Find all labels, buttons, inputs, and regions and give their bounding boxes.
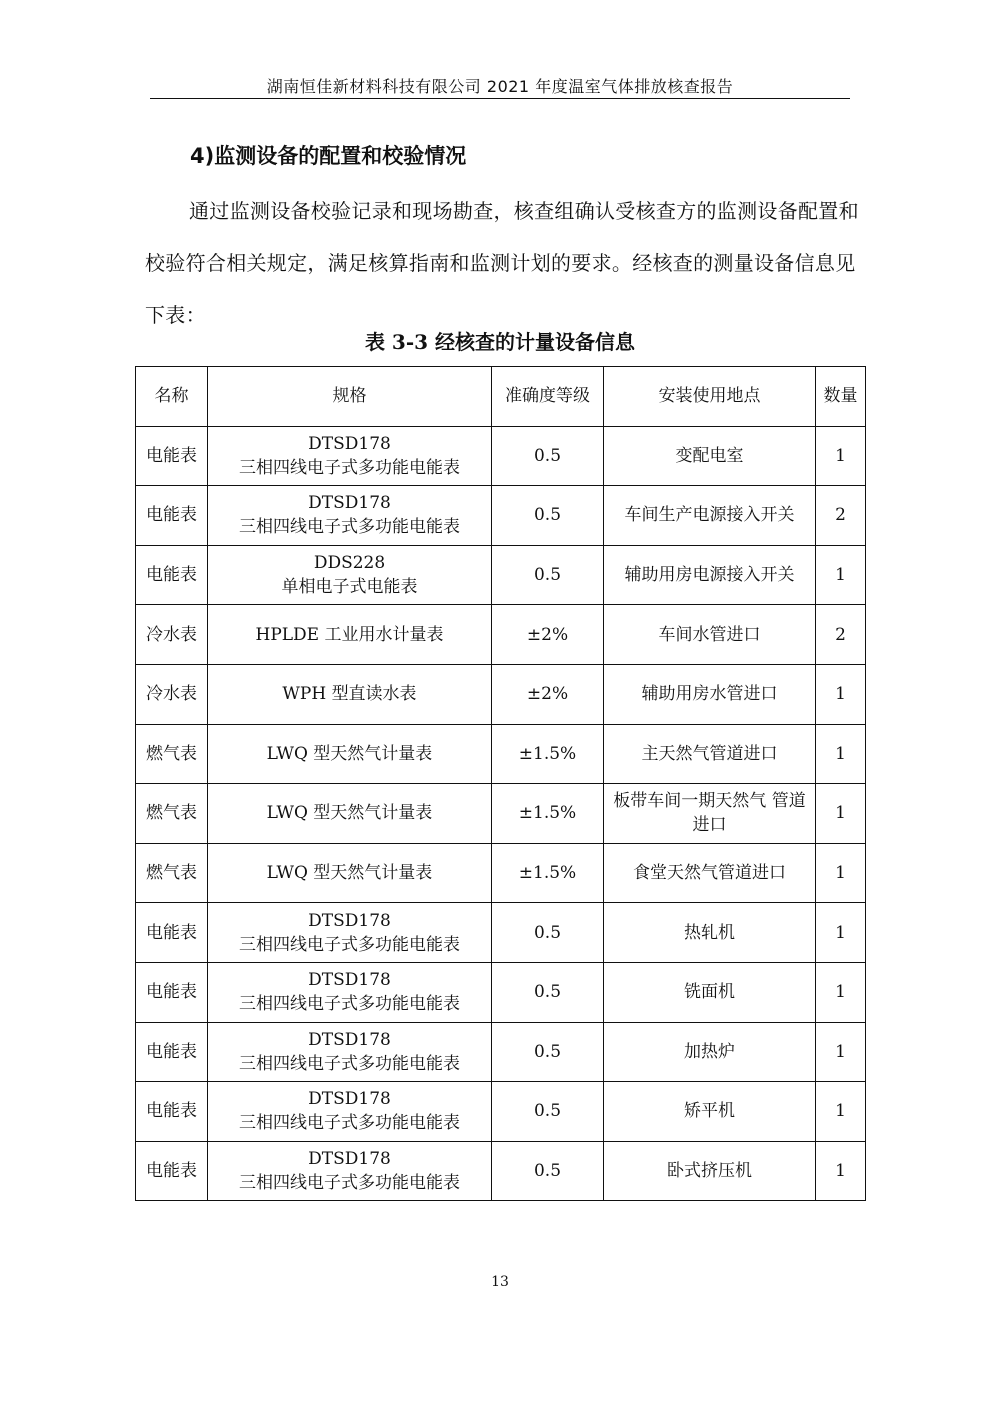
cell-location: 主天然气管道进口 [604,724,816,784]
spec-model: DDS228 [313,553,386,574]
cell-accuracy: 0.5 [492,426,604,486]
cell-location: 板带车间一期天然气 管道进口 [604,784,816,844]
cell-quantity: 1 [816,962,866,1022]
cell-location: 热轧机 [604,903,816,963]
table-row [136,724,866,784]
cell-location: 车间水管进口 [604,605,816,665]
cell-spec [208,903,492,963]
cell-quantity: 1 [816,545,866,605]
table-row [136,426,866,486]
cell-spec [208,486,492,546]
cell-location: 变配电室 [604,426,816,486]
spec-model: DTSD178 [308,433,391,454]
cell-name: 电能表 [136,486,208,546]
cell-spec [208,1022,492,1082]
body-paragraph: 通过监测设备校验记录和现场勘查，核查组确认受核查方的监测设备配置和校验符合相关规定，满足核算指南和监测计划的要求。经核查的测量设备信息见下表： [145,199,859,327]
spec-model: DTSD178 [308,970,391,991]
equipment-table [135,366,866,1201]
cell-spec [208,962,492,1022]
cell-accuracy: ±1.5% [492,784,604,844]
spec-description: 三相四线电子式多功能电能表 [239,1113,460,1134]
cell-quantity: 1 [816,843,866,903]
table-row [136,903,866,963]
spec-model: WPH 型直读水表 [282,684,417,705]
cell-quantity: 1 [816,1082,866,1142]
cell-quantity: 2 [816,486,866,546]
spec-model: DTSD178 [308,1089,391,1110]
cell-name: 电能表 [136,545,208,605]
cell-accuracy: 0.5 [492,962,604,1022]
spec-model: LWQ 型天然气计量表 [266,743,433,764]
cell-accuracy: 0.5 [492,903,604,963]
column-header-name: 名称 [136,367,208,427]
column-header-quantity: 数量 [816,367,866,427]
cell-location: 加热炉 [604,1022,816,1082]
table-row [136,843,866,903]
cell-spec [208,426,492,486]
cell-accuracy: ±2% [492,664,604,724]
table-row [136,1022,866,1082]
spec-model: DTSD178 [308,1029,391,1050]
table-row [136,545,866,605]
cell-name: 电能表 [136,426,208,486]
spec-description: 三相四线电子式多功能电能表 [239,517,460,538]
spec-description: 三相四线电子式多功能电能表 [239,457,460,478]
cell-accuracy: 0.5 [492,545,604,605]
spec-description: 三相四线电子式多功能电能表 [239,934,460,955]
cell-name: 电能表 [136,1022,208,1082]
cell-accuracy: ±2% [492,605,604,665]
cell-name: 燃气表 [136,843,208,903]
cell-location: 车间生产电源接入开关 [604,486,816,546]
cell-accuracy: 0.5 [492,1022,604,1082]
cell-location: 矫平机 [604,1082,816,1142]
report-header-title: 湖南恒佳新材料科技有限公司 2021 年度温室气体排放核查报告 [266,77,734,96]
cell-name: 电能表 [136,1082,208,1142]
table-row [136,605,866,665]
cell-quantity: 1 [816,1141,866,1201]
cell-name: 燃气表 [136,784,208,844]
cell-name: 电能表 [136,903,208,963]
cell-quantity: 1 [816,784,866,844]
cell-quantity: 1 [816,1022,866,1082]
cell-location: 卧式挤压机 [604,1141,816,1201]
column-header-location: 安装使用地点 [604,367,816,427]
table-row [136,1082,866,1142]
cell-spec [208,843,492,903]
table-row [136,486,866,546]
spec-description: 三相四线电子式多功能电能表 [239,1053,460,1074]
cell-spec [208,724,492,784]
table-row [136,1141,866,1201]
table-row [136,784,866,844]
spec-model: HPLDE 工业用水计量表 [255,624,444,645]
spec-model: DTSD178 [308,493,391,514]
cell-location: 食堂天然气管道进口 [604,843,816,903]
cell-spec [208,1082,492,1142]
table-caption: 表 3-3 经核查的计量设备信息 [364,330,636,354]
cell-quantity: 1 [816,664,866,724]
spec-description: 单相电子式电能表 [281,577,418,598]
page-number: 13 [491,1274,509,1290]
column-header-accuracy: 准确度等级 [492,367,604,427]
cell-spec [208,605,492,665]
cell-location: 辅助用房电源接入开关 [604,545,816,605]
cell-name: 电能表 [136,1141,208,1201]
cell-location: 铣面机 [604,962,816,1022]
cell-accuracy: ±1.5% [492,843,604,903]
spec-description: 三相四线电子式多功能电能表 [239,1173,460,1194]
cell-spec [208,784,492,844]
spec-model: DTSD178 [308,910,391,931]
cell-name: 电能表 [136,962,208,1022]
cell-name: 冷水表 [136,664,208,724]
cell-spec [208,545,492,605]
table-row [136,962,866,1022]
cell-spec [208,664,492,724]
cell-location: 辅助用房水管进口 [604,664,816,724]
table-header-row [136,367,866,427]
table-row [136,664,866,724]
cell-quantity: 1 [816,426,866,486]
spec-model: LWQ 型天然气计量表 [266,863,433,884]
cell-accuracy: 0.5 [492,486,604,546]
header-rule [150,98,850,99]
cell-quantity: 2 [816,605,866,665]
spec-description: 三相四线电子式多功能电能表 [239,994,460,1015]
cell-quantity: 1 [816,724,866,784]
cell-accuracy: ±1.5% [492,724,604,784]
spec-model: DTSD178 [308,1149,391,1170]
cell-accuracy: 0.5 [492,1082,604,1142]
cell-name: 冷水表 [136,605,208,665]
section-heading: 4)监测设备的配置和校验情况 [190,144,467,168]
spec-model: LWQ 型天然气计量表 [266,803,433,824]
column-header-spec: 规格 [208,367,492,427]
cell-quantity: 1 [816,903,866,963]
cell-name: 燃气表 [136,724,208,784]
cell-accuracy: 0.5 [492,1141,604,1201]
cell-spec [208,1141,492,1201]
